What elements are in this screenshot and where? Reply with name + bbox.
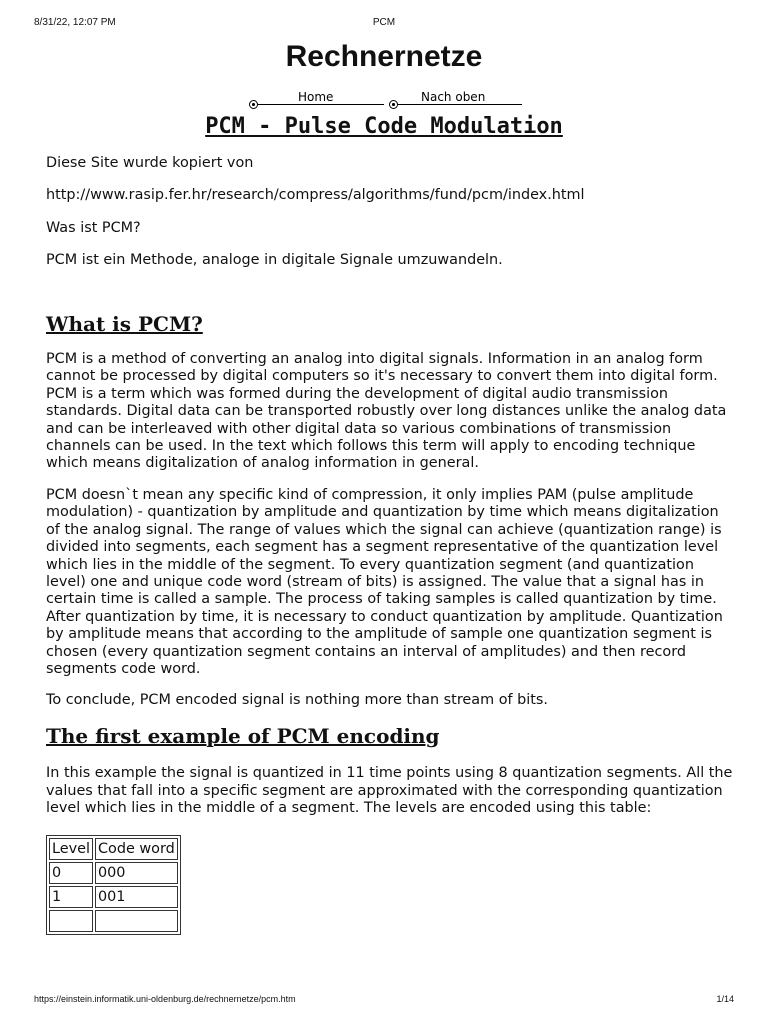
table-row — [49, 862, 178, 884]
nav-bar — [244, 88, 534, 112]
table-cell: 1 — [49, 886, 93, 908]
paragraph: PCM doesn`t mean any specific kind of compression, it only implies PAM (pulse amplitude modulation) - quantization by amplitude and quantization by time which means digitalization of the analog signal. The range of values which the signal can achieve (quantization range) is divided into segments, each segment has a segment representative of the quantization level which lies in the middle of the segment. To every quantization segment (and quantization level) one and unique code word (stream of bits) is assigned. The value that a signal has in certain time is called a sample. The process of taking samples is called quantization by time. After quantization by time, it is necessary to conduct quantization by amplitude. Quantization by amplitude means that according to the amplitude of sample one quantization segment is chosen (every quantization segment contains an interval of amplitudes) and then record segments code word. — [46, 486, 723, 677]
table-cell: 0 — [49, 862, 93, 884]
print-url: https://einstein.informatik.uni-oldenburg.de/rechnernetze/pcm.htm — [34, 994, 296, 1004]
nav-item-nach-oben[interactable] — [389, 88, 534, 112]
nav-underline — [398, 104, 522, 105]
table-header-row — [49, 838, 178, 860]
section-heading: What is PCM? — [46, 311, 203, 336]
table-cell: 001 — [95, 886, 178, 908]
section-heading: The first example of PCM encoding — [46, 723, 440, 748]
table-row — [49, 886, 178, 908]
page-title: PCM - Pulse Code Modulation — [205, 114, 563, 139]
nav-link-nach-oben[interactable]: Nach oben — [421, 90, 486, 104]
print-header — [0, 0, 768, 28]
table-cell — [49, 910, 93, 932]
bullet-icon — [389, 100, 398, 109]
bullet-icon — [249, 100, 258, 109]
site-title: Rechnernetze — [285, 40, 483, 73]
paragraph: To conclude, PCM encoded signal is nothing more than stream of bits. — [46, 692, 548, 709]
table-cell — [95, 910, 178, 932]
nav-underline — [258, 104, 384, 105]
intro-question: Was ist PCM? — [46, 219, 141, 236]
code-table — [46, 835, 181, 935]
main-content — [46, 155, 736, 935]
intro-answer: PCM ist ein Methode, analoge in digitale Signale umzuwandeln. — [46, 252, 503, 269]
nav-link-home[interactable]: Home — [298, 90, 334, 104]
print-doc-title: PCM — [372, 17, 396, 28]
paragraph: In this example the signal is quantized in 11 time points using 8 quantization segments. All the values that fall into a specific segment are approximated with the corresponding quantization level which lies in the middle of a segment. The levels are encoded using this table: — [46, 765, 733, 816]
source-url: http://www.rasip.fer.hr/research/compress/algorithms/fund/pcm/index.html — [46, 187, 585, 204]
table-header-cell: Code word — [95, 838, 178, 860]
nav-item-home[interactable] — [244, 88, 389, 112]
page-number: 1/14 — [716, 994, 734, 1004]
print-footer — [0, 990, 768, 1010]
paragraph: PCM is a method of converting an analog into digital signals. Information in an analog form cannot be processed by digital computers so it's necessary to convert them into digital form. PCM is a term which was formed during the development of digital audio transmission standards. Digital data can be transported robustly over long distances unlike the analog data and can be interleaved with other digital data so various combinations of transmission channels can be used. In the text which follows this term will apply to encoding technique which means digitalization of analog information in general. — [46, 351, 727, 472]
table-header-cell: Level — [49, 838, 93, 860]
print-datetime: 8/31/22, 12:07 PM — [34, 17, 116, 28]
table-cell: 000 — [95, 862, 178, 884]
table-row — [49, 910, 178, 932]
intro-line: Diese Site wurde kopiert von — [46, 155, 254, 171]
